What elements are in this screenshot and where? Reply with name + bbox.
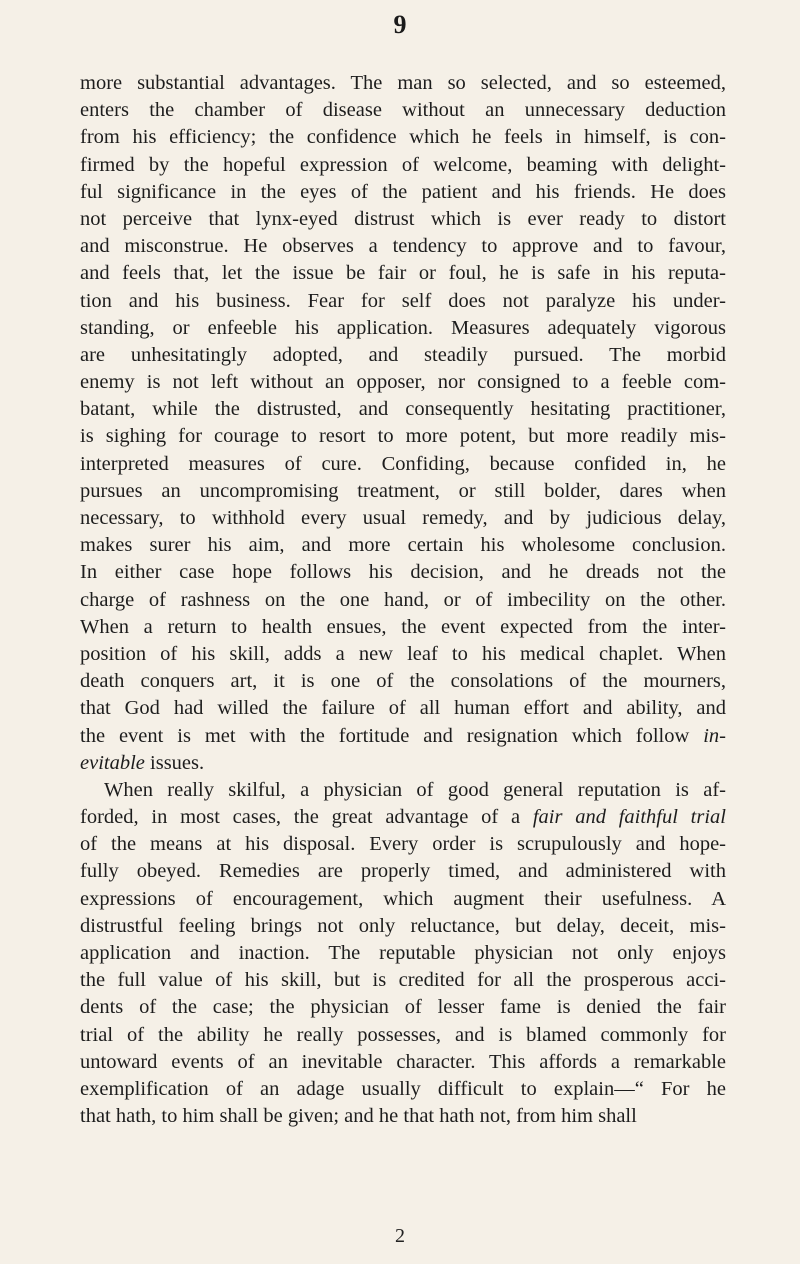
line-text: pursues an uncompromising treatment, or still bolder, dares when (80, 479, 726, 502)
line-text: and misconstrue. He observes a tendency to approve and to favour, (80, 235, 726, 258)
text-line (80, 124, 726, 151)
text-line (80, 723, 726, 750)
line-text: more substantial advantages. The man so selected, and so esteemed, (80, 72, 726, 94)
line-text: forded, in most cases, the great advantage of a (80, 806, 533, 829)
text-line (80, 804, 726, 831)
line-text: tion and his business. Fear for self does not paralyze his under- (80, 289, 726, 312)
line-text: ful significance in the eyes of the patient and his friends. He does (80, 180, 726, 203)
body-text (80, 70, 726, 1130)
text-line (80, 886, 726, 913)
text-line (80, 940, 726, 967)
text-line (80, 70, 726, 97)
line-text: death conquers art, it is one of the consolations of the mourners, (80, 670, 726, 693)
text-line (80, 777, 726, 804)
text-line (80, 233, 726, 260)
line-text: necessary, to withhold every usual remedy, and by judicious delay, (80, 507, 726, 529)
line-text: the event is met with the fortitude and resignation which follow (80, 724, 690, 747)
line-text: issues. (144, 751, 205, 774)
italic-text: evitable (80, 751, 145, 774)
text-line (80, 315, 726, 342)
line-text: makes surer his aim, and more certain his wholesome conclusion. (80, 534, 726, 557)
line-text: When a return to health ensues, the event expected from the inter- (80, 615, 726, 638)
line-text: not perceive that lynx-eyed distrust which is ever ready to distort (80, 207, 726, 230)
text-line (80, 451, 726, 478)
line-text: application and inaction. The reputable physician not only enjoys (80, 942, 726, 964)
line-text: enters the chamber of disease without an unnecessary deduction (80, 99, 726, 122)
text-line (80, 1103, 726, 1130)
text-line (80, 614, 726, 641)
line-text: distrustful feeling brings not only reluctance, but delay, deceit, mis- (80, 914, 726, 937)
text-line (80, 423, 726, 450)
text-line (80, 831, 726, 858)
text-line (80, 695, 726, 722)
text-line (80, 641, 726, 668)
line-text: that God had willed the failure of all human effort and ability, and (80, 697, 726, 720)
signature-mark: 2 (395, 1225, 405, 1247)
text-line (80, 587, 726, 614)
line-text: dents of the case; the physician of lesser fame is denied the fair (80, 996, 726, 1019)
text-line (80, 152, 726, 179)
text-line (80, 967, 726, 994)
page-number: 9 (393, 10, 407, 39)
line-text: are unhesitatingly adopted, and steadily pursued. The morbid (80, 343, 726, 366)
text-line (80, 1049, 726, 1076)
text-line (80, 505, 726, 532)
line-text: and feels that, let the issue be fair or foul, he is safe in his reputa- (80, 262, 726, 285)
text-line (80, 1022, 726, 1049)
line-text: trial of the ability he really possesses, and is blamed commonly for (80, 1023, 726, 1046)
text-line (80, 668, 726, 695)
line-text: interpreted measures of cure. Confiding, because confided in, he (80, 452, 726, 475)
line-text: expressions of encouragement, which augment their usefulness. A (80, 887, 726, 910)
text-line (80, 396, 726, 423)
line-text: fully obeyed. Remedies are properly timed, and administered with (80, 860, 726, 883)
text-line (80, 179, 726, 206)
line-text: the full value of his skill, but is credited for all the prosperous acci- (80, 969, 726, 992)
text-line (80, 206, 726, 233)
text-line (80, 369, 726, 396)
line-text: that hath, to him shall be given; and he that hath not, from him shall (80, 1105, 637, 1128)
text-line (80, 288, 726, 315)
line-text: exemplification of an adage usually difficult to explain—“ For he (80, 1077, 726, 1100)
line-text: is sighing for courage to resort to more potent, but more readily mis- (80, 425, 726, 448)
text-line (80, 559, 726, 586)
line-text: enemy is not left without an opposer, nor consigned to a feeble com- (80, 371, 726, 394)
line-text: from his efficiency; the confidence which he feels in himself, is con- (80, 126, 726, 149)
text-line (80, 913, 726, 940)
line-text: batant, while the distrusted, and consequently hesitating practitioner, (80, 398, 726, 421)
line-text: firmed by the hopeful expression of welcome, beaming with delight- (80, 153, 726, 176)
text-line (80, 994, 726, 1021)
text-line (80, 342, 726, 369)
italic-text: fair and faithful trial (532, 806, 726, 829)
line-text: of the means at his disposal. Every order is scrupulously and hope- (80, 833, 726, 856)
line-text: charge of rashness on the one hand, or of imbecility on the other. (80, 588, 726, 611)
text-line (80, 532, 726, 559)
line-text: standing, or enfeeble his application. Measures adequately vigorous (80, 316, 726, 339)
text-line (80, 478, 726, 505)
line-text: untoward events of an inevitable character. This affords a remarkable (80, 1050, 726, 1073)
italic-text: in- (689, 724, 726, 747)
text-line (80, 97, 726, 124)
text-line (80, 1076, 726, 1103)
text-line (80, 750, 726, 777)
text-line (80, 260, 726, 287)
text-line (80, 858, 726, 885)
line-text: In either case hope follows his decision, and he dreads not the (80, 561, 726, 584)
line-text: position of his skill, adds a new leaf to his medical chaplet. When (80, 642, 726, 665)
line-text: When really skilful, a physician of good general reputation is af- (104, 778, 726, 801)
